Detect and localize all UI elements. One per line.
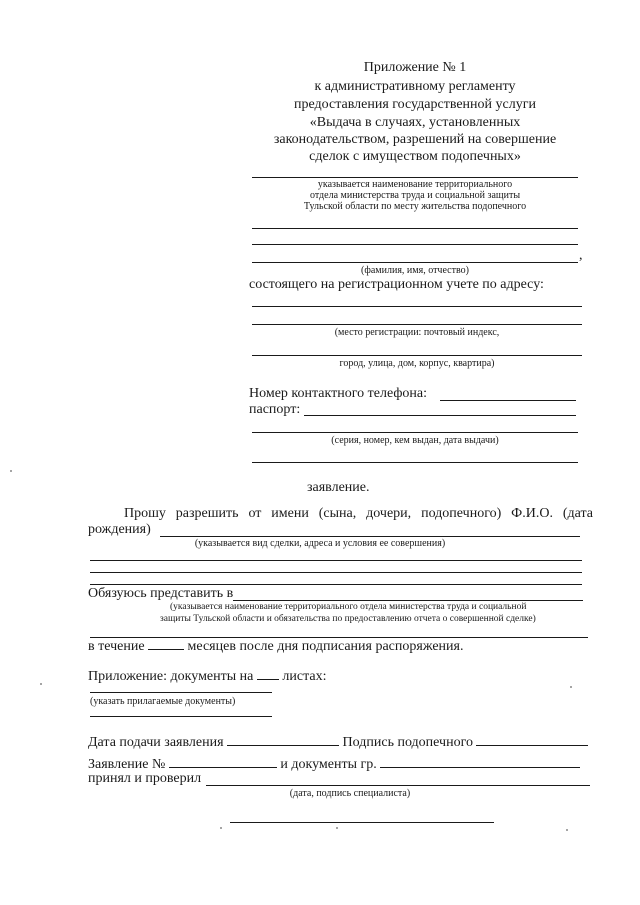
addressee-caption: отдела министерства труда и социальной защиты: [309, 190, 521, 201]
registration-caption: город, улица, дом, корпус, квартира): [339, 358, 495, 369]
request-text: Прошу разрешить от имени (сына, дочери, подопечного) Ф.И.О. (дата: [124, 506, 593, 521]
report-office-field[interactable]: [233, 600, 583, 601]
applicant-name-line[interactable]: [252, 262, 578, 263]
specialist-signature-field[interactable]: [206, 785, 590, 786]
registration-address-line[interactable]: [252, 355, 582, 356]
applicant-name-line[interactable]: [252, 244, 578, 245]
attachment-suffix: листах:: [282, 669, 327, 684]
term-suffix: месяцев после дня подписания распоряжения.: [187, 639, 464, 654]
comma-mark: ,: [579, 248, 583, 263]
term-months-field[interactable]: [148, 637, 184, 650]
addressee-caption: Тульской области по месту жительства подопечного: [303, 201, 527, 212]
addressee-caption: указывается наименование территориального: [317, 179, 513, 190]
phone-label: Номер контактного телефона:: [249, 386, 427, 401]
oblige-caption: (указывается наименование территориального отдела министерства труда и социальной: [170, 602, 527, 612]
date-label: Дата подачи заявления: [88, 735, 224, 750]
oblige-caption: защиты Тульской области и обязательства по предоставлению отчета о совершенной сделке): [160, 614, 536, 624]
passport-field[interactable]: [252, 432, 578, 433]
appendix-line: к административному регламенту: [314, 79, 516, 94]
signature-label: Подпись подопечного: [342, 735, 473, 750]
specialist-caption: (дата, подпись специалиста): [289, 788, 411, 799]
attached-docs-field[interactable]: [90, 692, 272, 693]
deal-description-field[interactable]: [90, 584, 582, 585]
term-line: [88, 637, 463, 655]
attached-docs-field[interactable]: [90, 716, 272, 717]
registration-address-line[interactable]: [252, 306, 582, 307]
request-text-2: рождения): [88, 522, 151, 537]
appendix-line: «Выдача в случаях, установленных: [309, 115, 521, 130]
scan-speck: [336, 827, 338, 829]
sheets-count-field[interactable]: [257, 667, 279, 680]
scan-speck: [10, 470, 12, 472]
citizen-name-field[interactable]: [380, 755, 580, 768]
oblige-label: Обязуюсь представить в: [88, 586, 234, 601]
attached-docs-caption: (указать прилагаемые документы): [90, 696, 236, 707]
appendix-title: Приложение № 1: [363, 60, 467, 75]
deal-description-field[interactable]: [90, 560, 582, 561]
ward-signature-field[interactable]: [476, 733, 588, 746]
deal-description-field[interactable]: [160, 536, 580, 537]
applicant-name-line[interactable]: [252, 228, 578, 229]
bottom-rule: [230, 822, 494, 823]
passport-field[interactable]: [252, 462, 578, 463]
statement-number-label: Заявление №: [88, 757, 166, 772]
scan-speck: [40, 683, 42, 685]
submission-date-field[interactable]: [227, 733, 339, 746]
date-line: [88, 733, 588, 751]
attachment-prefix: Приложение: документы на: [88, 669, 254, 684]
passport-caption: (серия, номер, кем выдан, дата выдачи): [331, 435, 499, 446]
scan-speck: [566, 829, 568, 831]
addressee-office-line[interactable]: [252, 177, 578, 178]
registration-address-line[interactable]: [252, 324, 582, 325]
deal-description-field[interactable]: [90, 572, 582, 573]
statement-number-field[interactable]: [169, 755, 277, 768]
attachment-line: [88, 667, 326, 685]
registration-label: состоящего на регистрационном учете по адресу:: [249, 277, 544, 292]
fio-caption: (фамилия, имя, отчество): [361, 265, 469, 276]
docs-label: и документы гр.: [280, 757, 377, 772]
accepted-label: принял и проверил: [88, 771, 202, 786]
appendix-line: предоставления государственной услуги: [294, 97, 536, 112]
passport-field[interactable]: [304, 415, 576, 416]
statement-title: заявление.: [307, 480, 370, 495]
appendix-line: законодательством, разрешений на совершение: [273, 132, 557, 147]
appendix-line: сделок с имуществом подопечных»: [309, 149, 521, 164]
deal-caption: (указывается вид сделки, адреса и условия ее совершения): [194, 538, 446, 549]
phone-field[interactable]: [440, 400, 576, 401]
term-prefix: в течение: [88, 639, 145, 654]
passport-label: паспорт:: [249, 402, 301, 417]
scan-speck: [570, 686, 572, 688]
scan-speck: [220, 827, 222, 829]
registration-caption: (место регистрации: почтовый индекс,: [334, 327, 500, 338]
